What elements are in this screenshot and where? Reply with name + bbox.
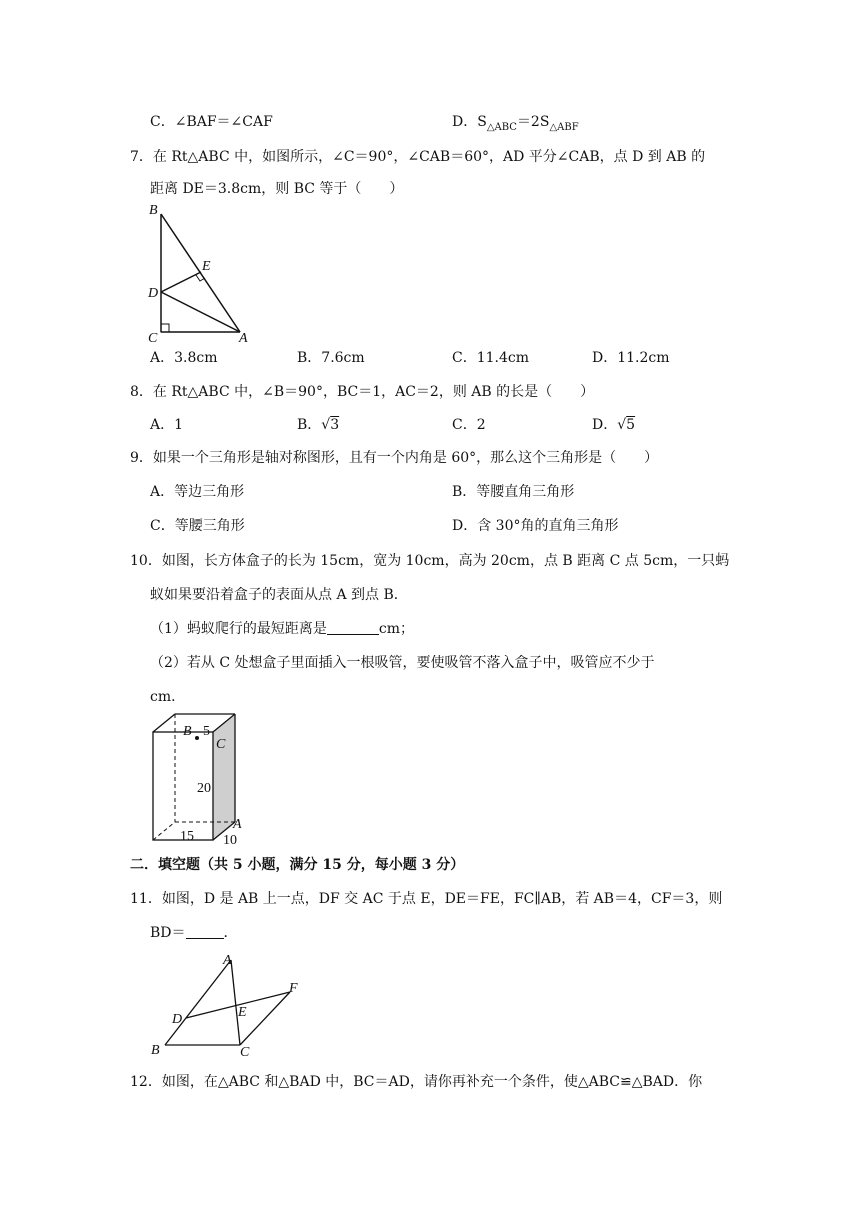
q8-option-d bbox=[592, 415, 635, 435]
q6-option-d-sub2: △ABF bbox=[549, 121, 579, 133]
q7-label-e: E bbox=[202, 259, 211, 274]
q8-option-d-radicand: 5 bbox=[626, 417, 636, 433]
q8-option-b bbox=[297, 415, 339, 435]
q8-option-d-prefix: D． bbox=[592, 417, 618, 433]
q10-label-c: C bbox=[216, 737, 226, 752]
q6-option-d-sub1: △ABC bbox=[486, 121, 517, 133]
q10-part1-suffix: cm； bbox=[378, 621, 415, 637]
q7-label-d: D bbox=[148, 286, 159, 301]
q7-stem-line1: 7．在 Rt△ABC 中，如图所示，∠C＝90°，∠CAB＝60°，AD 平分∠CAB，点 D 到 AB 的 bbox=[130, 149, 706, 165]
q6-option-c: C．∠BAF＝∠CAF bbox=[150, 114, 273, 130]
q8-sqrt-symbol-d: √ bbox=[617, 417, 627, 433]
q11-label-c: C bbox=[240, 1045, 250, 1060]
q9-option-d: D．含 30°角的直角三角形 bbox=[452, 518, 619, 534]
q11-figure bbox=[145, 950, 315, 1060]
q11-segment-ba bbox=[165, 960, 231, 1045]
q10-part1-prefix: （1）蚂蚁爬行的最短距离是 bbox=[150, 621, 327, 637]
q6-option-d-mid: ＝2S bbox=[516, 114, 550, 130]
q10-stem-line2: 蚁如果要沿着盒子的表面从点 A 到点 B． bbox=[150, 587, 408, 603]
q11-line2-prefix: BD＝ bbox=[150, 925, 186, 941]
q11-stem-line2 bbox=[150, 923, 238, 943]
q9-option-a: A．等边三角形 bbox=[150, 484, 245, 500]
q10-box-figure bbox=[143, 710, 253, 850]
q11-stem-line1: 11．如图，D 是 AB 上一点，DF 交 AC 于点 E，DE＝FE，FC∥AB，若 AB＝4，CF＝3，则 bbox=[130, 891, 723, 907]
section-2-heading: 二．填空题（共 5 小题，满分 15 分，每小题 3 分） bbox=[130, 857, 465, 873]
q11-label-e: E bbox=[238, 1005, 247, 1020]
q8-option-c: C．2 bbox=[452, 417, 486, 433]
q10-label-20: 20 bbox=[197, 781, 211, 796]
q9-stem: 9．如果一个三角形是轴对称图形，且有一个内角是 60°，那么这个三角形是（ ） bbox=[130, 450, 659, 466]
q7-right-angle-c bbox=[161, 324, 169, 332]
q7-stem-line2: 距离 DE＝3.8cm，则 BC 等于（ ） bbox=[150, 181, 404, 197]
q6-option-d bbox=[452, 112, 579, 138]
q7-label-a: A bbox=[239, 331, 248, 345]
q11-segment-ac bbox=[231, 960, 240, 1045]
q10-label-a: A bbox=[233, 817, 242, 832]
q7-option-d: D．11.2cm bbox=[592, 350, 670, 366]
q8-option-a: A．1 bbox=[150, 417, 184, 433]
q11-label-a: A bbox=[223, 953, 232, 968]
q7-segment-da bbox=[161, 292, 240, 332]
q11-answer-blank bbox=[186, 924, 224, 939]
q11-line2-suffix: ． bbox=[223, 925, 238, 941]
q10-label-15: 15 bbox=[180, 829, 194, 844]
q8-option-b-radicand: 3 bbox=[330, 417, 340, 433]
q10-shaded-side bbox=[213, 714, 235, 840]
q11-label-b: B bbox=[151, 1043, 160, 1058]
q7-option-c: C．11.4cm bbox=[452, 350, 529, 366]
q7-figure bbox=[145, 200, 255, 345]
q10-part1-blank bbox=[327, 620, 379, 635]
q10-label-5: 5 bbox=[203, 724, 210, 739]
q7-label-b: B bbox=[149, 203, 158, 218]
q10-stem-line1: 10．如图，长方体盒子的长为 15cm，宽为 10cm，高为 20cm，点 B 距离 C 点 5cm，一只蚂 bbox=[130, 553, 730, 569]
q8-stem: 8．在 Rt△ABC 中，∠B＝90°，BC＝1，AC＝2，则 AB 的长是（ ） bbox=[130, 384, 595, 400]
q7-option-b: B．7.6cm bbox=[297, 350, 365, 366]
q10-label-b: B bbox=[183, 724, 192, 739]
q8-sqrt-symbol: √ bbox=[321, 417, 331, 433]
q7-segment-de bbox=[161, 272, 201, 292]
q9-option-b: B．等腰直角三角形 bbox=[452, 484, 575, 500]
q10-top-edge-left bbox=[153, 714, 175, 732]
q10-point-b bbox=[195, 736, 199, 740]
q7-option-a: A．3.8cm bbox=[150, 350, 218, 366]
q10-hidden-left-edge bbox=[153, 822, 175, 840]
q10-part2-end: cm． bbox=[150, 689, 186, 705]
q10-part2: （2）若从 C 处想盒子里面插入一根吸管，要使吸管不落入盒子中，吸管应不少于 bbox=[150, 655, 655, 671]
q10-label-10: 10 bbox=[223, 833, 237, 848]
q6-option-d-prefix: D．S bbox=[452, 114, 487, 130]
q7-label-c: C bbox=[148, 331, 158, 345]
q11-label-d: D bbox=[172, 1012, 183, 1027]
q10-part1 bbox=[150, 619, 414, 639]
q9-option-c: C．等腰三角形 bbox=[150, 518, 245, 534]
q11-label-f: F bbox=[289, 981, 298, 996]
q12-stem-line1: 12．如图，在△ABC 和△BAD 中，BC＝AD，请你再补充一个条件，使△ABC≌△BAD．你 bbox=[130, 1074, 703, 1090]
q8-option-b-prefix: B． bbox=[297, 417, 322, 433]
q11-segment-cf bbox=[240, 992, 290, 1045]
